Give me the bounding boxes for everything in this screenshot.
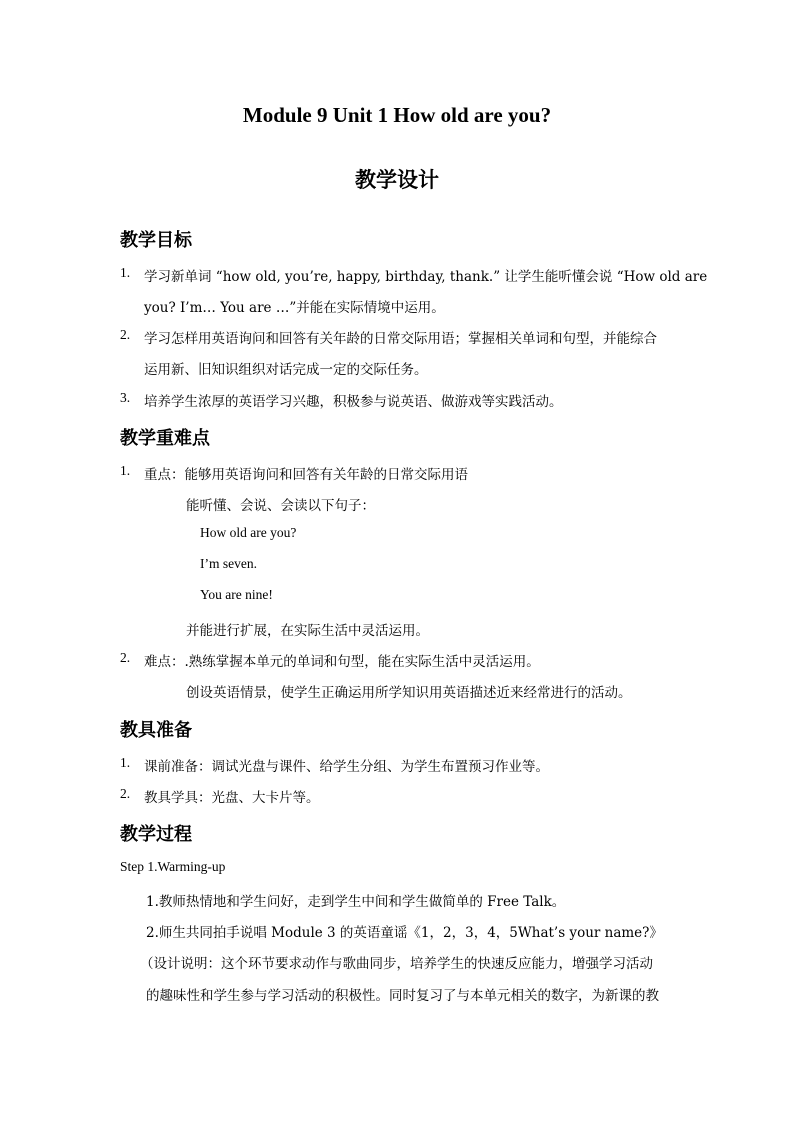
- objective-1-line-2: you? I’m… You are …”并能在实际情境中运用。: [144, 300, 445, 316]
- step-1-heading: Step 1.Warming-up: [120, 859, 226, 874]
- objective-2-line-1: 学习怎样用英语询问和回答有关年龄的日常交际用语；掌握相关单词和句型，并能综合: [144, 331, 657, 347]
- example-sentence-1: How old are you?: [200, 525, 297, 540]
- section-heading-objectives: 教学目标: [120, 230, 192, 251]
- section-heading-process: 教学过程: [120, 824, 192, 845]
- list-number: 2.: [120, 786, 131, 801]
- process-paragraph-2: 2.师生共同拍手说唱 Module 3 的英语童谣《1，2，3，4，5What’s your name?》: [146, 925, 663, 941]
- example-sentence-2: I’m seven.: [200, 556, 257, 571]
- keypoint-1-end: 并能进行扩展，在实际生活中灵活运用。: [186, 623, 429, 639]
- materials-item-2: 教具学具：光盘、大卡片等。: [144, 790, 320, 806]
- list-number: 1.: [120, 265, 131, 280]
- keypoint-1-subtext: 能听懂、会说、会读以下句子：: [186, 498, 375, 514]
- keypoint-2-subtext: 创设英语情景，使学生正确运用所学知识用英语描述近来经常进行的活动。: [186, 685, 632, 701]
- section-heading-materials: 教具准备: [120, 720, 192, 741]
- materials-item-1: 课前准备：调试光盘与课件、给学生分组、为学生布置预习作业等。: [144, 759, 549, 775]
- list-number: 3.: [120, 390, 131, 405]
- list-number: 2.: [120, 650, 131, 665]
- design-note-line-2: 的趣味性和学生参与学习活动的积极性。同时复习了与本单元相关的数字，为新课的教: [146, 988, 659, 1004]
- objective-2-line-2: 运用新、旧知识组织对话完成一定的交际任务。: [144, 362, 428, 378]
- design-note-line-1: （设计说明：这个环节要求动作与歌曲同步，培养学生的快速反应能力，增强学习活动: [140, 956, 653, 972]
- list-number: 1.: [120, 755, 131, 770]
- example-sentence-3: You are nine!: [200, 587, 273, 602]
- list-number: 2.: [120, 327, 131, 342]
- section-heading-keypoints: 教学重难点: [120, 428, 210, 449]
- document-subtitle: 教学设计: [355, 167, 439, 192]
- document-title: Module 9 Unit 1 How old are you?: [242, 103, 552, 127]
- keypoint-1-text: 重点：能够用英语询问和回答有关年龄的日常交际用语: [144, 467, 468, 483]
- list-number: 1.: [120, 463, 131, 478]
- process-paragraph-1: 1.教师热情地和学生问好，走到学生中间和学生做简单的 Free Talk。: [146, 894, 566, 910]
- objective-1-line-1: 学习新单词 “how old, you’re, happy, birthday, thank.” 让学生能听懂会说 “How old are: [144, 269, 708, 285]
- objective-3-line-1: 培养学生浓厚的英语学习兴趣，积极参与说英语、做游戏等实践活动。: [144, 394, 563, 410]
- keypoint-2-text: 难点：.熟练掌握本单元的单词和句型，能在实际生活中灵活运用。: [144, 654, 540, 670]
